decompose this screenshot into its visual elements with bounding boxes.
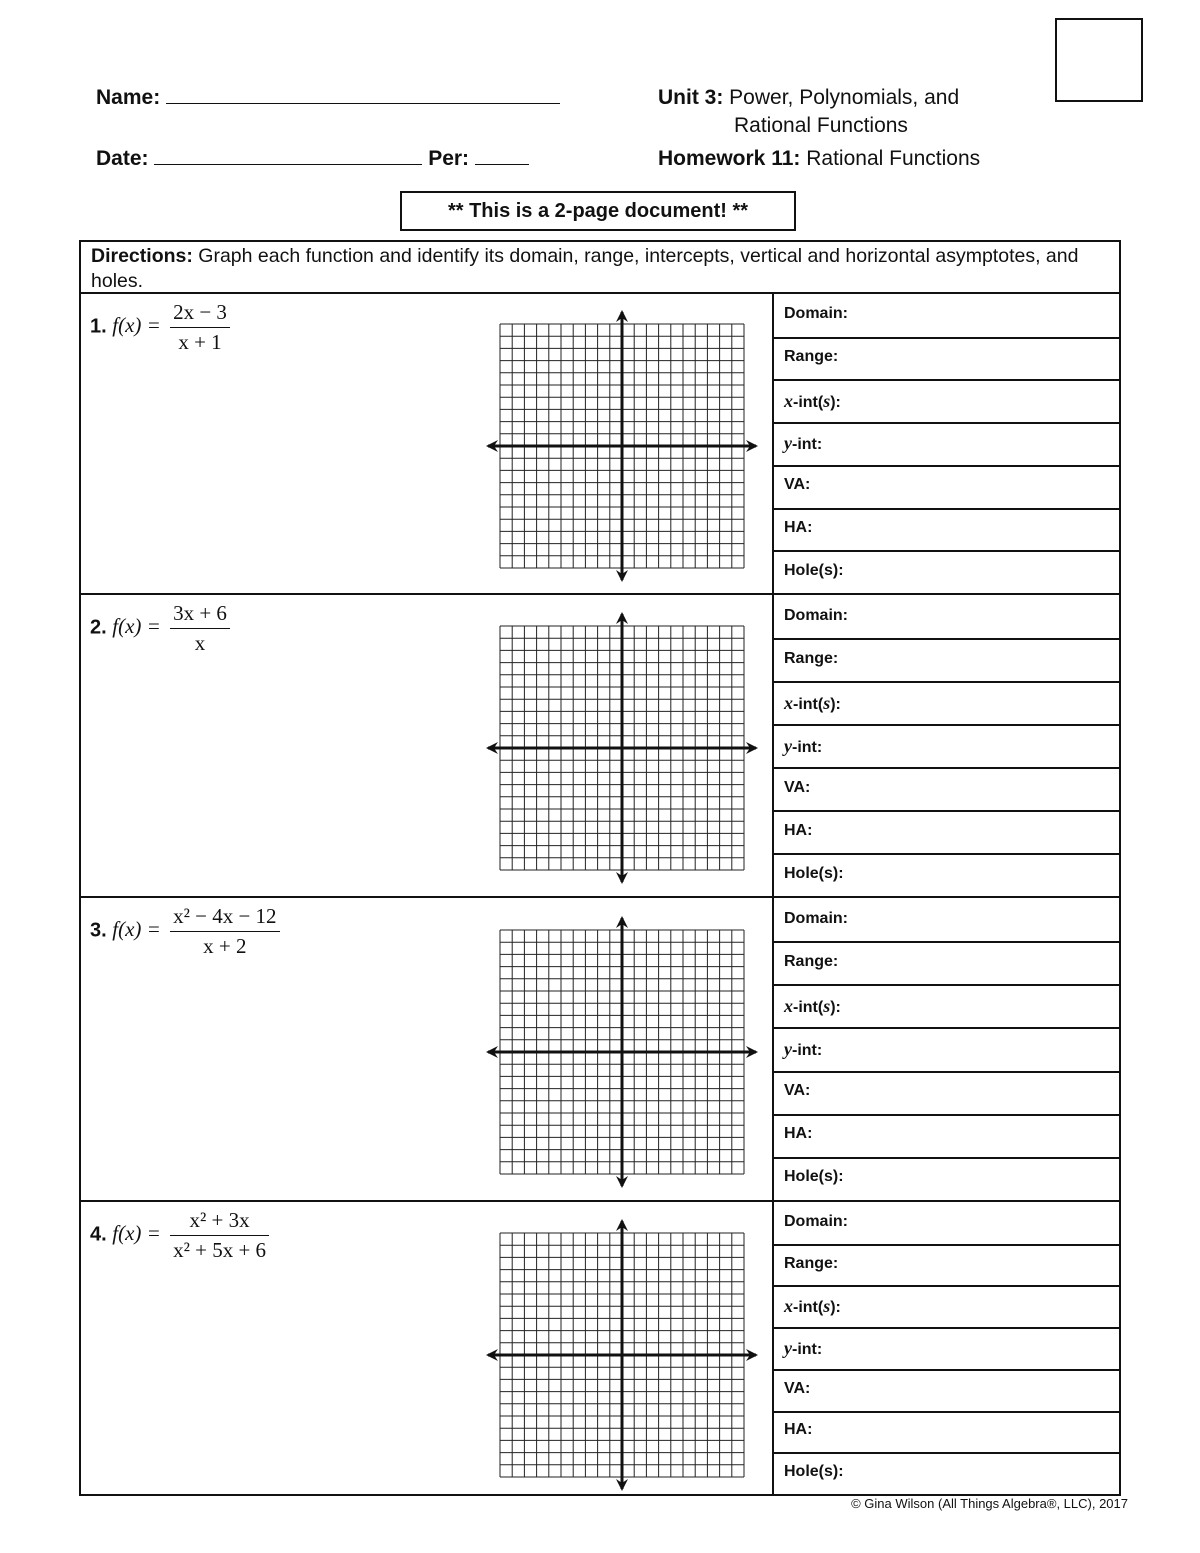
answer-field[interactable]	[880, 857, 1110, 892]
answer-field[interactable]	[880, 1415, 1110, 1449]
xint-mid: -int(	[793, 696, 824, 713]
denominator: x	[194, 631, 206, 655]
field-divider	[773, 984, 1120, 986]
problem-number: 1.	[90, 315, 107, 338]
coordinate-grid-2[interactable]	[484, 610, 760, 886]
coordinate-grid-3[interactable]	[484, 914, 760, 1190]
y-var: y	[784, 1338, 792, 1358]
answer-field[interactable]	[880, 1373, 1110, 1407]
domain-label: Domain:	[784, 1213, 848, 1230]
yint-rest: -int:	[792, 1042, 823, 1059]
xint-end: ):	[830, 394, 841, 411]
answer-field[interactable]	[880, 1248, 1110, 1282]
answer-field[interactable]	[880, 988, 1110, 1023]
range-label: Range:	[784, 1255, 839, 1272]
x-intercepts-label	[784, 1296, 841, 1317]
x-intercepts-label	[784, 693, 841, 714]
field-divider	[773, 379, 1120, 381]
y-var: y	[784, 433, 792, 453]
answer-field[interactable]	[880, 1456, 1110, 1490]
domain-label: Domain:	[784, 305, 848, 322]
horizontal-asymptote-label: HA:	[784, 1125, 813, 1142]
xint-end: ):	[830, 696, 841, 713]
answer-field[interactable]	[880, 298, 1110, 333]
yint-rest: -int:	[792, 1341, 823, 1358]
problem-3	[90, 904, 280, 959]
coordinate-grid-1[interactable]	[484, 308, 760, 584]
horizontal-asymptote-label: HA:	[784, 822, 813, 839]
unit-label: Unit 3:	[658, 86, 724, 109]
unit-title-line2: Rational Functions	[734, 114, 908, 137]
xint-mid: -int(	[793, 999, 824, 1016]
problem-number: 2.	[90, 616, 107, 639]
fraction	[170, 904, 279, 959]
fraction	[170, 1208, 269, 1263]
denominator: x² + 5x + 6	[173, 1238, 267, 1262]
holes-label: Hole(s):	[784, 1168, 844, 1185]
range-label: Range:	[784, 348, 839, 365]
field-divider	[773, 767, 1120, 769]
x-var: x	[784, 1296, 793, 1316]
answer-field[interactable]	[880, 728, 1110, 763]
row-divider-1	[79, 593, 1121, 595]
domain-label: Domain:	[784, 607, 848, 624]
y-var: y	[784, 736, 792, 756]
xint-s: s	[823, 1296, 831, 1316]
homework-label: Homework 11:	[658, 147, 801, 170]
field-divider	[773, 422, 1120, 424]
answer-field[interactable]	[880, 1206, 1110, 1240]
denominator: x + 1	[178, 330, 222, 354]
y-intercept-label	[784, 1338, 822, 1359]
field-divider	[773, 1452, 1120, 1454]
y-var: y	[784, 1039, 792, 1059]
function-lhs: f(x) =	[112, 917, 161, 942]
function-lhs: f(x) =	[112, 313, 161, 338]
answer-field[interactable]	[880, 512, 1110, 547]
answer-field[interactable]	[880, 383, 1110, 418]
problem-number: 4.	[90, 1223, 107, 1246]
function-lhs: f(x) =	[112, 1221, 161, 1246]
field-divider	[773, 1327, 1120, 1329]
answer-field[interactable]	[880, 685, 1110, 720]
answer-field[interactable]	[880, 1031, 1110, 1066]
answer-field[interactable]	[880, 945, 1110, 980]
field-divider	[773, 853, 1120, 855]
answer-field[interactable]	[880, 341, 1110, 376]
y-intercept-label	[784, 1039, 822, 1060]
directions-divider	[79, 292, 1121, 294]
numerator: 3x + 6	[170, 601, 230, 629]
y-intercept-label	[784, 736, 822, 757]
field-divider	[773, 1027, 1120, 1029]
holes-label: Hole(s):	[784, 865, 844, 882]
homework-title: Rational Functions	[806, 147, 981, 170]
vertical-asymptote-label: VA:	[784, 779, 811, 796]
field-divider	[773, 465, 1120, 467]
domain-label: Domain:	[784, 910, 848, 927]
answer-field[interactable]	[880, 469, 1110, 504]
function-lhs: f(x) =	[112, 614, 161, 639]
field-divider	[773, 1411, 1120, 1413]
answer-field[interactable]	[880, 426, 1110, 461]
xint-s: s	[823, 996, 831, 1016]
xint-end: ):	[830, 999, 841, 1016]
answer-field[interactable]	[880, 771, 1110, 806]
y-intercept-label	[784, 433, 822, 454]
field-divider	[773, 1157, 1120, 1159]
unit-title-line1: Power, Polynomials, and	[729, 86, 960, 109]
field-divider	[773, 550, 1120, 552]
field-divider	[773, 1071, 1120, 1073]
xint-end: ):	[830, 1299, 841, 1316]
answer-field[interactable]	[880, 902, 1110, 937]
horizontal-asymptote-label: HA:	[784, 1421, 813, 1438]
name-field[interactable]	[166, 103, 560, 104]
answer-field[interactable]	[880, 599, 1110, 634]
fraction	[170, 601, 230, 656]
score-box	[1055, 18, 1143, 102]
row-divider-2	[79, 896, 1121, 898]
xint-mid: -int(	[793, 394, 824, 411]
answer-field[interactable]	[880, 814, 1110, 849]
two-page-notice: ** This is a 2-page document! **	[400, 191, 796, 231]
problem-1	[90, 300, 230, 355]
field-divider	[773, 1369, 1120, 1371]
x-var: x	[784, 391, 793, 411]
field-divider	[773, 681, 1120, 683]
holes-label: Hole(s):	[784, 562, 844, 579]
x-intercepts-label	[784, 391, 841, 412]
field-divider	[773, 337, 1120, 339]
holes-label: Hole(s):	[784, 1463, 844, 1480]
xint-mid: -int(	[793, 1299, 824, 1316]
answer-field[interactable]	[880, 1075, 1110, 1110]
x-intercepts-label	[784, 996, 841, 1017]
directions-text: Graph each function and identify its domain, range, intercepts, vertical and horizontal asymptotes, and holes.	[91, 245, 1079, 292]
problem-4	[90, 1208, 269, 1263]
answer-field[interactable]	[880, 554, 1110, 589]
field-divider	[773, 724, 1120, 726]
coordinate-grid-4[interactable]	[484, 1217, 760, 1493]
answer-field[interactable]	[880, 1161, 1110, 1196]
answer-field[interactable]	[880, 642, 1110, 677]
field-divider	[773, 508, 1120, 510]
xint-s: s	[823, 391, 831, 411]
range-label: Range:	[784, 953, 839, 970]
x-var: x	[784, 693, 793, 713]
problem-2	[90, 601, 230, 656]
per-label: Per:	[428, 147, 470, 170]
denominator: x + 2	[203, 934, 247, 958]
fraction	[170, 300, 230, 355]
xint-s: s	[823, 693, 831, 713]
answer-field[interactable]	[880, 1118, 1110, 1153]
date-field[interactable]	[154, 164, 422, 165]
unit-heading	[658, 86, 959, 110]
row-divider-3	[79, 1200, 1121, 1202]
answer-field[interactable]	[880, 1289, 1110, 1323]
field-divider	[773, 1244, 1120, 1246]
yint-rest: -int:	[792, 739, 823, 756]
date-label: Date:	[96, 147, 149, 170]
name-row	[96, 86, 560, 110]
vertical-asymptote-label: VA:	[784, 1082, 811, 1099]
numerator: x² − 4x − 12	[170, 904, 279, 932]
field-divider	[773, 810, 1120, 812]
answer-field[interactable]	[880, 1331, 1110, 1365]
fields-column-divider	[772, 292, 774, 1496]
field-divider	[773, 1285, 1120, 1287]
numerator: x² + 3x	[170, 1208, 269, 1236]
yint-rest: -int:	[792, 436, 823, 453]
vertical-asymptote-label: VA:	[784, 1380, 811, 1397]
field-divider	[773, 638, 1120, 640]
x-var: x	[784, 996, 793, 1016]
range-label: Range:	[784, 650, 839, 667]
directions	[91, 244, 1111, 294]
horizontal-asymptote-label: HA:	[784, 519, 813, 536]
field-divider	[773, 941, 1120, 943]
per-field[interactable]	[475, 164, 529, 165]
date-row	[96, 147, 529, 171]
problem-number: 3.	[90, 919, 107, 942]
copyright-footer: © Gina Wilson (All Things Algebra®, LLC), 2017	[851, 1496, 1128, 1511]
directions-label: Directions:	[91, 245, 193, 267]
homework-heading	[658, 147, 980, 171]
field-divider	[773, 1114, 1120, 1116]
vertical-asymptote-label: VA:	[784, 476, 811, 493]
numerator: 2x − 3	[170, 300, 230, 328]
name-label: Name:	[96, 86, 161, 109]
